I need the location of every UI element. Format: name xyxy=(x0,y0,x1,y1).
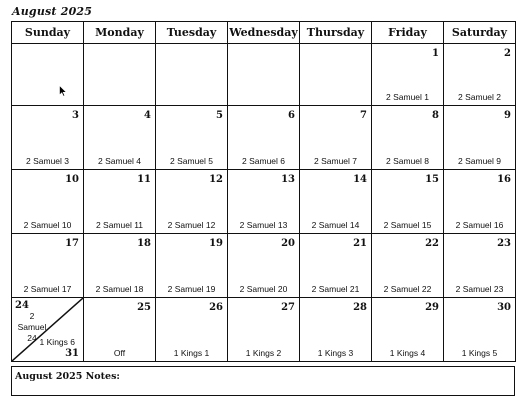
day-cell[interactable] xyxy=(156,170,228,234)
day-cell[interactable] xyxy=(228,44,300,106)
day-cell[interactable] xyxy=(444,106,516,170)
weekday-header-saturday: Saturday xyxy=(444,22,516,44)
split-day-cell[interactable] xyxy=(12,298,84,362)
day-number: 16 xyxy=(497,174,511,185)
day-reading: 2 Samuel 2 xyxy=(458,92,501,102)
day-number: 22 xyxy=(425,238,439,249)
day-reading: Off xyxy=(113,348,126,358)
week-row xyxy=(12,44,516,106)
day-reading: 2 Samuel 14 xyxy=(311,220,360,230)
day-number: 6 xyxy=(288,110,295,121)
notes-label: August 2025 Notes: xyxy=(15,371,120,382)
day-reading: 1 Kings 4 xyxy=(389,348,426,358)
day-cell[interactable] xyxy=(84,234,156,298)
day-reading: 2 Samuel 6 xyxy=(242,156,285,166)
day-cell[interactable] xyxy=(300,298,372,362)
day-reading: 2 Samuel 15 xyxy=(383,220,432,230)
day-number: 26 xyxy=(209,302,223,313)
day-reading: 1 Kings 3 xyxy=(317,348,354,358)
day-cell[interactable] xyxy=(84,298,156,362)
day-reading: 2 Samuel 1 xyxy=(386,92,429,102)
day-reading: 2 Samuel 24 xyxy=(17,311,47,343)
day-cell[interactable] xyxy=(444,44,516,106)
day-reading: 2 Samuel 12 xyxy=(167,220,216,230)
day-cell[interactable] xyxy=(444,234,516,298)
day-number: 11 xyxy=(137,174,151,185)
week-row xyxy=(12,298,516,362)
weekday-header-wednesday: Wednesday xyxy=(228,22,300,44)
weekday-header-row xyxy=(12,22,516,44)
day-reading: 1 Kings 6 xyxy=(39,337,75,347)
weekday-header-tuesday: Tuesday xyxy=(156,22,228,44)
day-number: 30 xyxy=(497,302,511,313)
day-number: 12 xyxy=(209,174,223,185)
day-cell[interactable] xyxy=(12,106,84,170)
day-cell[interactable] xyxy=(156,44,228,106)
day-cell[interactable] xyxy=(444,298,516,362)
day-cell[interactable] xyxy=(372,298,444,362)
day-number: 7 xyxy=(360,110,367,121)
day-cell[interactable] xyxy=(372,44,444,106)
day-cell[interactable] xyxy=(156,234,228,298)
day-cell[interactable] xyxy=(84,170,156,234)
day-reading: 2 Samuel 20 xyxy=(239,284,288,294)
day-cell[interactable] xyxy=(372,234,444,298)
day-reading: 2 Samuel 23 xyxy=(455,284,504,294)
day-reading: 2 Samuel 17 xyxy=(23,284,72,294)
day-reading: 2 Samuel 18 xyxy=(95,284,144,294)
week-row xyxy=(12,106,516,170)
day-cell[interactable] xyxy=(228,170,300,234)
day-reading: 1 Kings 2 xyxy=(245,348,282,358)
day-reading: 2 Samuel 3 xyxy=(26,156,69,166)
day-reading: 2 Samuel 16 xyxy=(455,220,504,230)
day-number: 8 xyxy=(432,110,439,121)
day-reading: 2 Samuel 13 xyxy=(239,220,288,230)
day-reading: 2 Samuel 7 xyxy=(314,156,357,166)
day-number: 14 xyxy=(353,174,367,185)
day-number: 2 xyxy=(504,48,511,59)
day-cell[interactable] xyxy=(156,106,228,170)
calendar-title: August 2025 xyxy=(12,5,93,18)
day-number: 31 xyxy=(65,348,79,359)
day-cell[interactable] xyxy=(228,234,300,298)
day-number: 24 xyxy=(15,300,29,311)
day-number: 4 xyxy=(144,110,151,121)
day-number: 5 xyxy=(216,110,223,121)
day-cell[interactable] xyxy=(84,106,156,170)
day-reading: 2 Samuel 5 xyxy=(170,156,213,166)
day-reading: 2 Samuel 9 xyxy=(458,156,501,166)
day-cell[interactable] xyxy=(12,234,84,298)
day-reading: 2 Samuel 21 xyxy=(311,284,360,294)
day-number: 19 xyxy=(209,238,223,249)
day-number: 18 xyxy=(137,238,151,249)
calendar-body xyxy=(12,44,516,362)
day-reading: 1 Kings 1 xyxy=(173,348,210,358)
week-row xyxy=(12,170,516,234)
day-cell[interactable] xyxy=(156,298,228,362)
day-reading: 2 Samuel 10 xyxy=(23,220,72,230)
day-cell[interactable] xyxy=(12,170,84,234)
notes-box[interactable] xyxy=(11,366,515,396)
day-number: 3 xyxy=(72,110,79,121)
day-reading: 2 Samuel 11 xyxy=(95,220,144,230)
day-reading: 2 Samuel 8 xyxy=(386,156,429,166)
weekday-header-sunday: Sunday xyxy=(12,22,84,44)
weekday-header-friday: Friday xyxy=(372,22,444,44)
weekday-header-thursday: Thursday xyxy=(300,22,372,44)
day-cell[interactable] xyxy=(300,170,372,234)
week-row xyxy=(12,234,516,298)
day-number: 20 xyxy=(281,238,295,249)
day-number: 28 xyxy=(353,302,367,313)
day-reading: 2 Samuel 19 xyxy=(167,284,216,294)
weekday-header-monday: Monday xyxy=(84,22,156,44)
day-number: 23 xyxy=(497,238,511,249)
calendar-grid xyxy=(11,21,516,362)
day-cell[interactable] xyxy=(84,44,156,106)
day-number: 1 xyxy=(432,48,439,59)
day-cell[interactable] xyxy=(228,106,300,170)
day-number: 13 xyxy=(281,174,295,185)
day-cell[interactable] xyxy=(300,234,372,298)
day-cell[interactable] xyxy=(300,44,372,106)
day-number: 21 xyxy=(353,238,367,249)
day-cell[interactable] xyxy=(372,106,444,170)
mouse-cursor-icon xyxy=(59,85,67,97)
day-cell[interactable] xyxy=(12,44,84,106)
day-number: 27 xyxy=(281,302,295,313)
day-reading: 2 Samuel 4 xyxy=(98,156,141,166)
day-cell[interactable] xyxy=(300,106,372,170)
day-cell[interactable] xyxy=(444,170,516,234)
day-number: 10 xyxy=(65,174,79,185)
day-number: 29 xyxy=(425,302,439,313)
day-number: 17 xyxy=(65,238,79,249)
day-reading: 2 Samuel 22 xyxy=(383,284,432,294)
day-cell[interactable] xyxy=(228,298,300,362)
day-cell[interactable] xyxy=(372,170,444,234)
day-number: 15 xyxy=(425,174,439,185)
day-number: 25 xyxy=(137,302,151,313)
day-reading: 1 Kings 5 xyxy=(461,348,498,358)
day-number: 9 xyxy=(504,110,511,121)
